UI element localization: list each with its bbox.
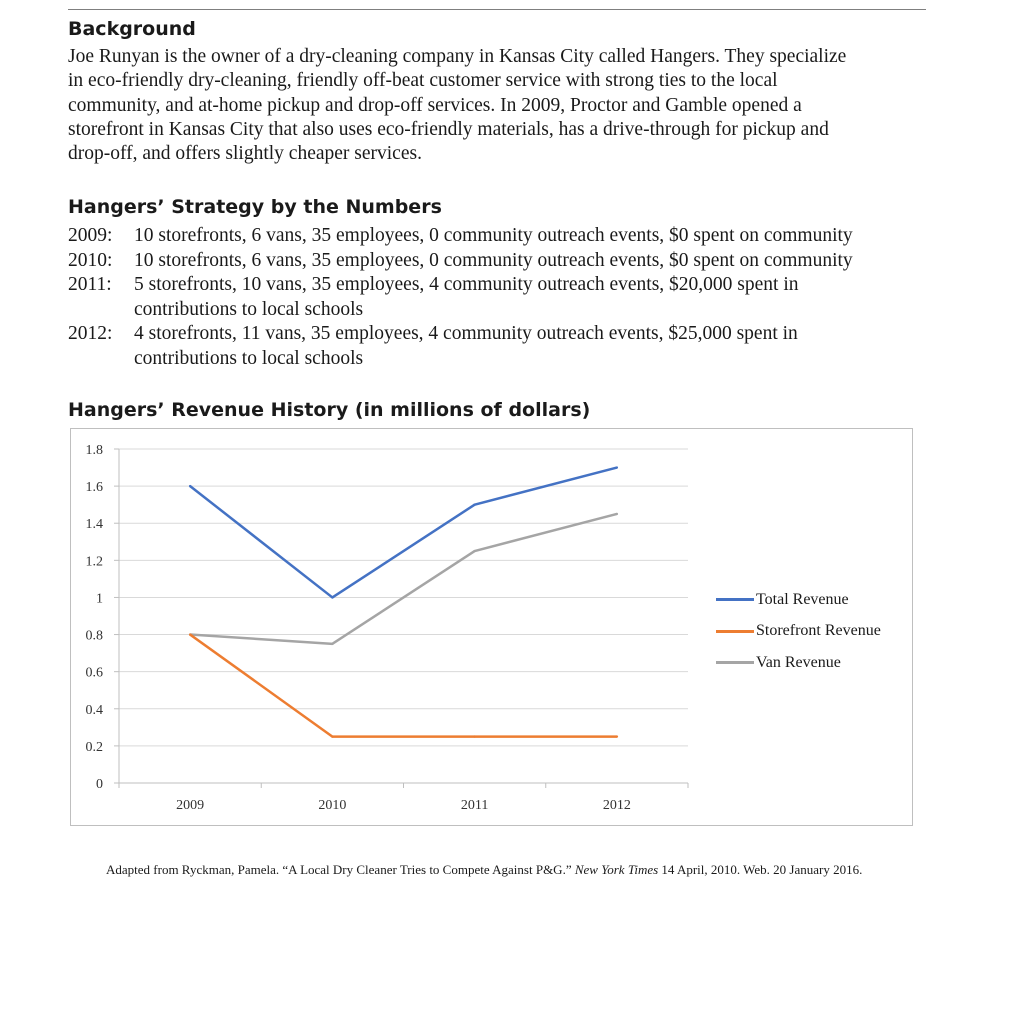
strategy-list	[68, 224, 938, 371]
strategy-row-2010	[68, 249, 938, 274]
strategy-text: 10 storefronts, 6 vans, 35 employees, 0 community outreach events, $0 spent on community	[134, 249, 853, 271]
background-line: community, and at-home pickup and drop-off services. In 2009, Proctor and Gamble opened a	[68, 94, 802, 116]
y-tick-label: 0.8	[85, 628, 103, 644]
background-line: storefront in Kansas City that also uses eco-friendly materials, has a drive-through for pickup and	[68, 118, 829, 140]
strategy-heading: Hangers’ Strategy by the Numbers	[68, 196, 442, 218]
y-tick-label: 0.2	[85, 739, 103, 755]
data-point	[473, 550, 475, 552]
background-heading: Background	[68, 18, 196, 40]
y-tick-label: 1.4	[85, 517, 103, 533]
strategy-year: 2011:	[68, 274, 112, 295]
legend-label: Van Revenue	[756, 653, 841, 671]
citation-text: 14 April, 2010. Web. 20 January 2016.	[658, 862, 863, 877]
y-tick-label: 1.6	[85, 480, 103, 496]
strategy-row-2012	[68, 322, 938, 371]
strategy-year: 2009:	[68, 225, 113, 246]
strategy-text: 4 storefronts, 11 vans, 35 employees, 4 community outreach events, $25,000 spent in	[134, 323, 798, 344]
revenue-chart	[70, 428, 913, 826]
data-point	[331, 735, 333, 737]
legend-swatch-total	[716, 598, 754, 601]
strategy-text: 5 storefronts, 10 vans, 35 employees, 4 community outreach events, $20,000 spent in	[134, 274, 799, 295]
x-tick-label: 2011	[460, 798, 489, 813]
series-line-total-revenue	[190, 468, 617, 598]
x-tick-label: 2009	[176, 798, 205, 813]
legend-item-van	[716, 647, 881, 679]
strategy-text: contributions to local schools	[134, 298, 364, 320]
chart-legend	[716, 584, 881, 679]
y-tick-label: 0.6	[85, 665, 103, 681]
y-tick-label: 0.4	[85, 702, 103, 718]
background-line: Joe Runyan is the owner of a dry-cleaning company in Kansas City called Hangers. They specialize	[68, 46, 847, 67]
strategy-year: 2010:	[68, 249, 113, 271]
series-line-van-revenue	[190, 514, 617, 644]
strategy-text: contributions to local schools	[134, 347, 364, 369]
y-tick-label: 1	[96, 591, 103, 607]
citation	[106, 862, 862, 878]
data-point	[616, 466, 618, 468]
strategy-row-2009	[68, 224, 938, 249]
legend-item-storefront	[716, 616, 881, 648]
data-point	[331, 643, 333, 645]
x-tick-label: 2010	[318, 798, 347, 813]
legend-swatch-storefront	[716, 630, 754, 633]
legend-label: Total Revenue	[756, 590, 849, 608]
data-point	[189, 633, 191, 635]
background-line: in eco-friendly dry-cleaning, friendly off-beat customer service with strong ties to the local	[68, 70, 778, 92]
y-tick-label: 0	[96, 777, 103, 792]
citation-source: New York Times	[574, 862, 659, 877]
data-point	[189, 485, 191, 487]
data-point	[616, 735, 618, 737]
series-line-storefront-revenue	[190, 635, 617, 737]
data-point	[473, 735, 475, 737]
data-point	[473, 503, 475, 505]
legend-swatch-van	[716, 661, 754, 664]
strategy-year: 2012:	[68, 323, 113, 344]
y-tick-label: 1.2	[85, 554, 103, 570]
revenue-heading: Hangers’ Revenue History (in millions of dollars)	[68, 399, 591, 421]
top-rule	[68, 9, 926, 10]
strategy-text: 10 storefronts, 6 vans, 35 employees, 0 community outreach events, $0 spent on community	[134, 225, 853, 246]
data-point	[616, 513, 618, 515]
legend-item-total	[716, 584, 881, 616]
strategy-row-2011	[68, 273, 938, 322]
legend-label: Storefront Revenue	[756, 622, 881, 640]
data-point	[331, 596, 333, 598]
background-paragraph	[68, 45, 928, 166]
x-tick-label: 2012	[602, 798, 631, 813]
background-line: drop-off, and offers slightly cheaper services.	[68, 143, 422, 165]
citation-text: Adapted from Ryckman, Pamela. “A Local Dry Cleaner Tries to Compete Against P&G.”	[106, 862, 575, 877]
y-tick-label: 1.8	[85, 443, 103, 458]
